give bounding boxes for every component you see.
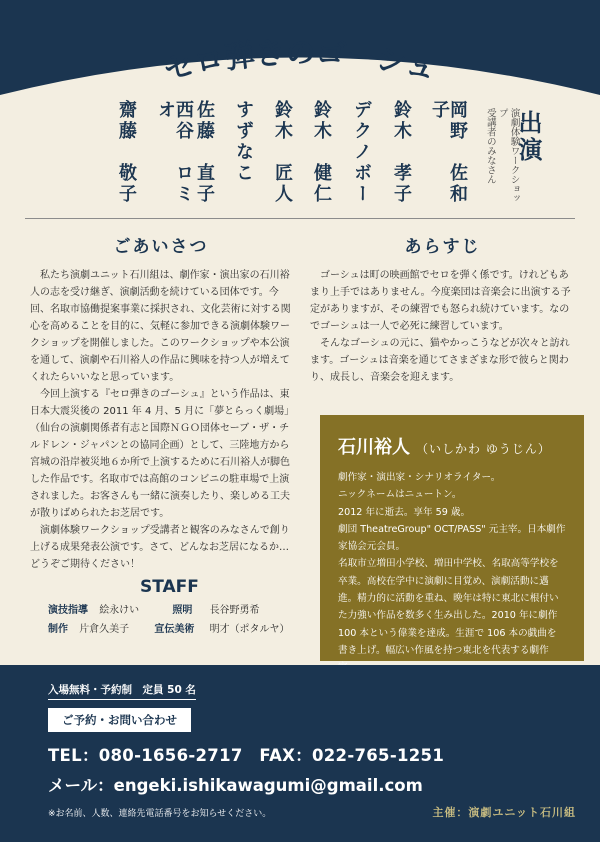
show-title: セロ弾きのゴーシュ	[160, 35, 440, 89]
synopsis-paragraph: ゴーシュは町の映画館でセロを弾く係です。けれどもあまり上手ではありません。今度楽団は音楽会に出演する予定がありますが、その練習でも怒られ続けています。なのでゴーシュは一人で必死に練習しています。	[310, 270, 571, 332]
synopsis-section	[310, 232, 575, 386]
synopsis-body	[310, 267, 575, 386]
staff-list	[48, 601, 290, 639]
cast-member: すずなこ	[233, 100, 254, 184]
profile-box	[320, 415, 584, 661]
cast-member: 齋藤 敬子	[116, 100, 137, 205]
synopsis-paragraph: そんなゴーシュの元に、猫やかっこうなどが次々と訪れます。ゴーシュは音楽を通じてさまざまな形で彼らと関わり、成長し、音楽会を迎えます。	[310, 338, 570, 383]
cast-member: 鈴木 匠人	[272, 100, 293, 205]
greeting-body	[30, 267, 292, 573]
profile-line: 2012 年に逝去。享年 59 歳。	[338, 506, 471, 518]
cast-member: 鈴木 孝子	[391, 100, 412, 205]
email-address[interactable]: メール：engeki.ishikawagumi@gmail.com	[48, 776, 423, 795]
staff-role: 照明	[172, 605, 193, 616]
contact-button[interactable]: ご予約・お問い合わせ	[48, 708, 191, 732]
staff-row	[48, 620, 290, 639]
staff-name: 片倉久美子	[79, 624, 130, 635]
cast-note: 演劇体験ワークショップ 受講者のみなさん	[484, 108, 520, 203]
footer	[0, 665, 600, 842]
profile-line: 劇団 TheatreGroup" OCT/PASS" 元主宰。日本劇作家協会元会員。	[338, 523, 566, 553]
staff-role: 宣伝美術	[154, 624, 195, 635]
greeting-paragraph: 演劇体験ワークショップ受講者と観客のみなさんで創り上げる成果発表公演です。さて、どんなお芝居になるか…どうぞご期待ください！	[30, 525, 290, 570]
synopsis-title: あらすじ	[404, 237, 481, 257]
profile-line: 名取市立増田小学校、増田中学校、名取高等学校を卒業。高校在学中に演劇に目覚め、演劇活動に邁進。精力的に活動を重ね、晩年は特に東北に根付いた力強い作品を数多く生み出した。2010 年に劇作 100 本という偉業を達成。生涯で 106 本の戯曲を書き上げ。幅広い作風を持つ東北を代表する劇作	[338, 558, 559, 656]
phone-fax[interactable]: TEL：080-1656-2717 FAX：022-765-1251	[48, 746, 445, 765]
cast-section	[80, 100, 550, 210]
staff-title: STAFF	[140, 577, 199, 597]
greeting-paragraph: 私たち演劇ユニット石川組は、劇作家・演出家の石川裕人の志を受け継ぎ、演劇活動を続けている団体です。今回、名取市協働提案事業に採択され、文化芸術に対する関心を高めることを目的に、気軽に参加できる演劇体験ワークショップを開催しました。このワークショップや本公演を通して、演劇や石川裕人の作品に興味を持つ人が増えてくれたらいいなと思っています。	[30, 270, 291, 383]
cast-heading: 出演	[514, 110, 542, 164]
profile-line: ニックネームはニュートン。	[338, 489, 462, 501]
staff-row	[48, 601, 290, 620]
profile-line: 劇作家・演出家・シナリオライター。	[338, 472, 501, 483]
cast-member: 岡野 佐和子	[429, 100, 468, 205]
staff-role: 制作	[48, 624, 68, 635]
title-arc	[0, 0, 600, 110]
cast-member: 佐藤 直子	[194, 100, 215, 205]
reservation-note: ※お名前、人数、連絡先電話番号をお知らせください。	[48, 809, 272, 819]
profile-body	[338, 469, 566, 677]
greeting-paragraph: 今回上演する『セロ弾きのゴーシュ』という作品は、東日本大震災後の 2011 年 4 月、5 月に「夢とらっく劇場」（仙台の演劇関係者有志と国際ＮＧＯ団体セーブ・ザ・チルドレン・ジャパンとの協同企画）として、三陸地方から宮城の沿岸被災地６か所で上演するために石川裕人が脚色した作品です。名取市では高館のコンビニの駐車場で上演されました。お客さんも一緒に演奏したり、楽しめる工夫が散りばめられたお芝居です。	[30, 389, 290, 519]
admission-info: 入場無料・予約制 定員 50 名	[48, 682, 196, 700]
cast-member: デクノボー	[351, 100, 372, 205]
profile-name: 石川裕人 （いしかわ ゆうじん）	[338, 437, 551, 458]
staff-name: 明才（ポタルヤ）	[209, 624, 290, 635]
greeting-section	[30, 232, 292, 573]
divider	[25, 218, 575, 219]
staff-role: 演技指導	[48, 605, 88, 616]
greeting-title: ごあいさつ	[113, 237, 209, 257]
staff-name: 絵永けい	[99, 605, 140, 616]
cast-member: 西谷 ロミオ	[155, 100, 194, 205]
profile-reading: （いしかわ ゆうじん）	[416, 442, 551, 456]
organizer: 主催：演劇ユニット石川組	[432, 806, 576, 819]
cast-member: 鈴木 健仁	[311, 100, 332, 205]
staff-name: 長谷野勇希	[209, 605, 260, 616]
